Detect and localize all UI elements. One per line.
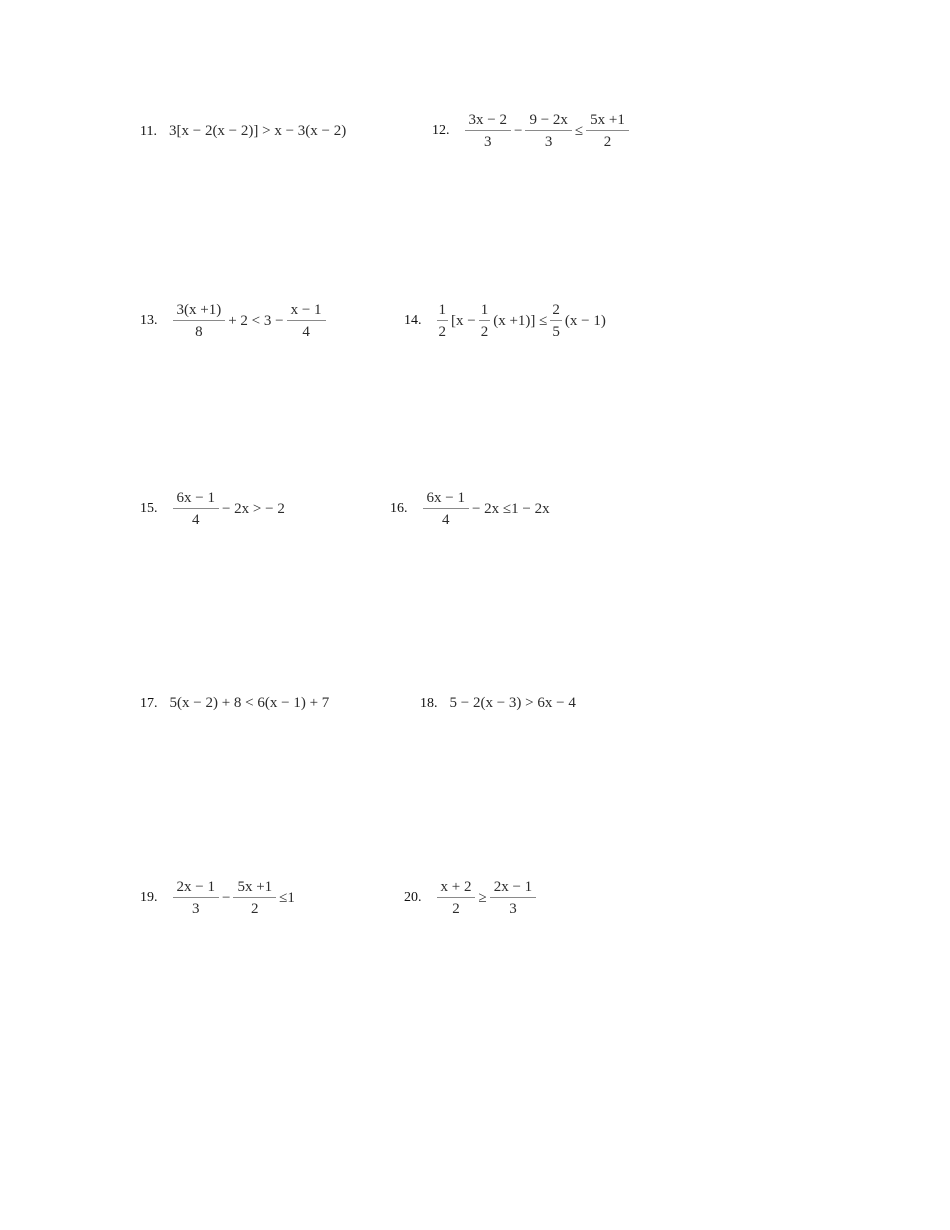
problem-16 <box>390 490 550 528</box>
fraction <box>287 302 326 340</box>
problem-number: 18. <box>420 695 438 711</box>
operator: ≥ <box>478 889 487 906</box>
denominator: 4 <box>302 324 310 340</box>
fraction <box>525 112 571 150</box>
problem-number: 15. <box>140 501 158 516</box>
problem-number: 14. <box>404 313 422 328</box>
fraction <box>437 879 476 917</box>
fraction <box>437 302 449 340</box>
denominator: 8 <box>195 324 203 340</box>
denominator: 2 <box>603 134 612 150</box>
denominator: 2 <box>251 901 259 917</box>
inequality: 5(x − 2) + 8 < 6(x − 1) + 7 <box>169 695 330 711</box>
problem-18 <box>420 695 576 712</box>
operator: ≤1 <box>279 889 295 906</box>
operator: − <box>513 122 523 139</box>
fraction <box>465 112 511 150</box>
operator: − <box>221 889 231 906</box>
numerator: 1 <box>437 302 449 321</box>
problem-13 <box>140 302 329 340</box>
numerator: 2x − 1 <box>490 879 536 898</box>
problem-number: 16. <box>390 501 408 516</box>
problem-19 <box>140 879 295 917</box>
problem-number: 20. <box>404 890 422 905</box>
numerator: 3(x +1) <box>173 302 226 321</box>
fraction <box>233 879 276 917</box>
problem-12 <box>432 112 632 150</box>
numerator: 6x − 1 <box>423 490 469 509</box>
fraction <box>490 879 536 917</box>
fraction <box>479 302 491 340</box>
numerator: 2 <box>550 302 562 321</box>
problem-number: 17. <box>140 695 158 711</box>
operator: + 2 < 3 − <box>228 312 284 329</box>
operator: (x − 1) <box>564 312 606 329</box>
fraction <box>173 879 219 917</box>
problem-number: 13. <box>140 313 158 328</box>
numerator: x + 2 <box>437 879 476 898</box>
denominator: 4 <box>441 512 450 528</box>
operator: [x − <box>451 312 476 329</box>
problem-number: 11. <box>140 123 157 139</box>
fraction <box>173 302 226 340</box>
fraction <box>550 302 562 340</box>
numerator: 5x +1 <box>233 879 276 898</box>
denominator: 3 <box>191 901 200 917</box>
fraction <box>586 112 629 150</box>
operator: − 2x > − 2 <box>221 500 285 517</box>
denominator: 4 <box>191 512 200 528</box>
operator: (x +1)] ≤ <box>493 312 548 329</box>
numerator: 3x − 2 <box>465 112 511 131</box>
numerator: x − 1 <box>287 302 326 321</box>
problem-number: 19. <box>140 890 158 905</box>
problem-11 <box>140 123 346 140</box>
inequality: 3[x − 2(x − 2)] > x − 3(x − 2) <box>168 123 347 139</box>
problem-number: 12. <box>432 123 450 138</box>
operator: ≤ <box>574 122 584 139</box>
operator: − 2x ≤1 − 2x <box>471 500 550 517</box>
denominator: 3 <box>544 134 553 150</box>
fraction <box>423 490 469 528</box>
numerator: 6x − 1 <box>173 490 219 509</box>
problem-17 <box>140 695 329 712</box>
fraction <box>173 490 219 528</box>
denominator: 3 <box>509 901 517 917</box>
denominator: 2 <box>452 901 460 917</box>
problem-15 <box>140 490 285 528</box>
denominator: 5 <box>552 324 560 340</box>
numerator: 5x +1 <box>586 112 629 131</box>
inequality: 5 − 2(x − 3) > 6x − 4 <box>449 695 576 711</box>
problem-14 <box>404 302 606 340</box>
numerator: 1 <box>479 302 491 321</box>
numerator: 2x − 1 <box>173 879 219 898</box>
problem-20 <box>404 879 539 917</box>
numerator: 9 − 2x <box>525 112 571 131</box>
denominator: 3 <box>483 134 492 150</box>
denominator: 2 <box>480 324 489 340</box>
denominator: 2 <box>438 324 446 340</box>
